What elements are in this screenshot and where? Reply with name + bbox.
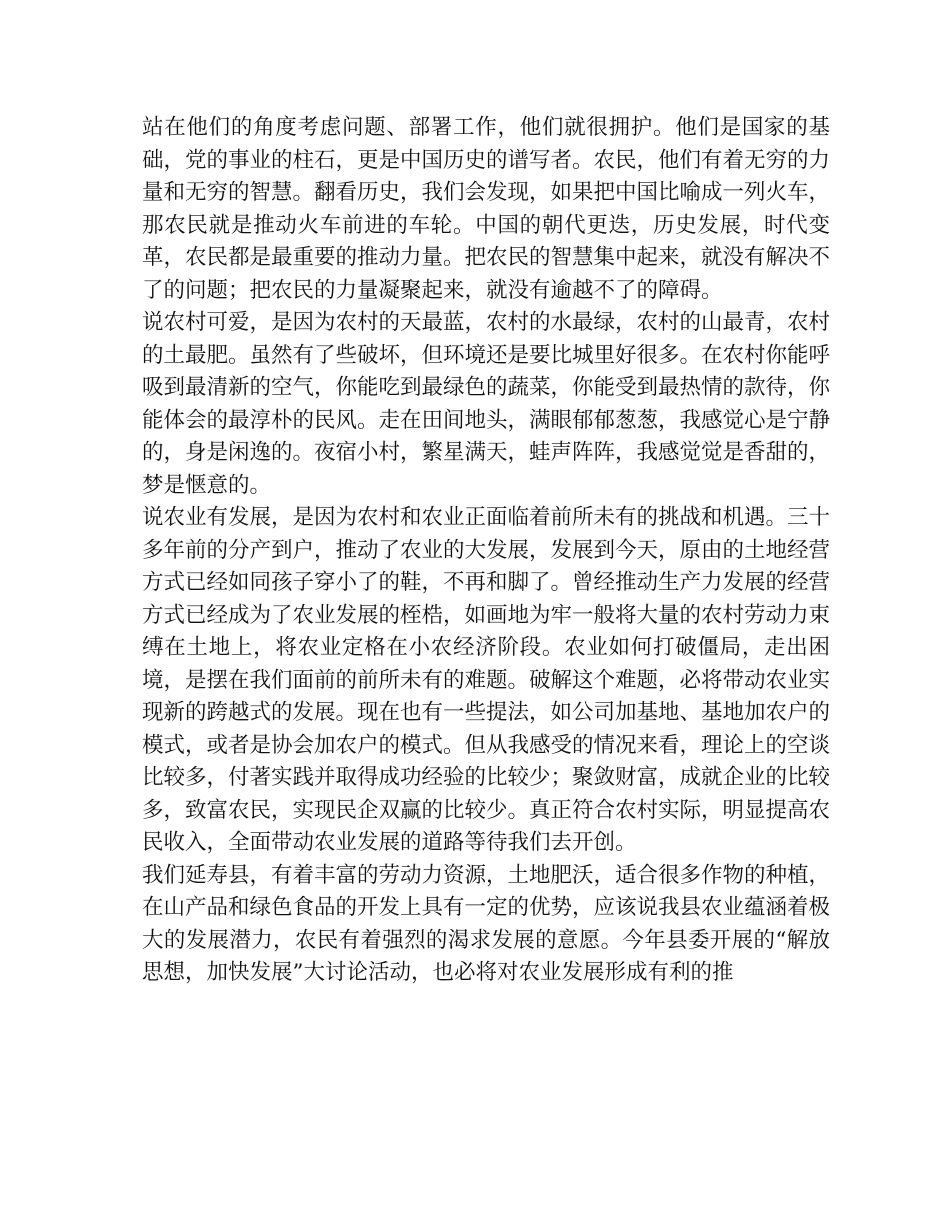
paragraph-yanshou-county: 我们延寿县，有着丰富的劳动力资源，土地肥沃，适合很多作物的种植，在山产品和绿色食品的开发上具有一定的优势，应该说我县农业蕴涵着极大的发展潜力，农民有着强烈的渴求发展的意愿。今年县委开展的“解放思想，加快发展”大讨论活动，也必将对农业发展形成有利的推	[142, 862, 831, 985]
document-page	[142, 112, 830, 990]
paragraph-agriculture: 说农业有发展，是因为农村和农业正面临着前所未有的挑战和机遇。三十多年前的分产到户，推动了农业的大发展，发展到今天，原由的土地经营方式已经如同孩子穿小了的鞋，不再和脚了。曾经推动生产力发展的经营方式已经成为了农业发展的桎梏，如画地为牢一般将大量的农村劳动力束缚在土地上，将农业定格在小农经济阶段。农业如何打破僵局，走出困境，是摆在我们面前的前所未有的难题。破解这个难题，必将带动农业实现新的跨越式的发展。现在也有一些提法，如公司加基地、基地加农户的模式，或者是协会加农户的模式。但从我感受的情况来看，理论上的空谈比较多，付著实践并取得成功经验的比较少；聚敛财富，成就企业的比较多，致富农民，实现民企双赢的比较少。真正符合农村实际，明显提高农民收入，全面带动农业发展的道路等待我们去开创。	[142, 505, 831, 855]
paragraph-farmers: 站在他们的角度考虑问题、部署工作，他们就很拥护。他们是国家的基础，党的事业的柱石，更是中国历史的谱写者。农民，他们有着无穷的力量和无穷的智慧。翻看历史，我们会发现，如果把中国比喻成一列火车，那农民就是推动火车前进的车轮。中国的朝代更迭，历史发展，时代变革，农民都是最重要的推动力量。把农民的智慧集中起来，就没有解决不了的问题；把农民的力量凝聚起来，就没有逾越不了的障碍。	[142, 115, 831, 303]
paragraph-countryside: 说农村可爱，是因为农村的天最蓝，农村的水最绿，农村的山最青，农村的土最肥。虽然有了些破坏，但环境还是要比城里好很多。在农村你能呼吸到最清新的空气，你能吃到最绿色的蔬菜，你能受到最热情的款待，你能体会的最淳朴的民风。走在田间地头，满眼郁郁葱葱，我感觉心是宁静的，身是闲逸的。夜宿小村，繁星满天，蛙声阵阵，我感觉觉是香甜的，梦是惬意的。	[142, 310, 831, 498]
